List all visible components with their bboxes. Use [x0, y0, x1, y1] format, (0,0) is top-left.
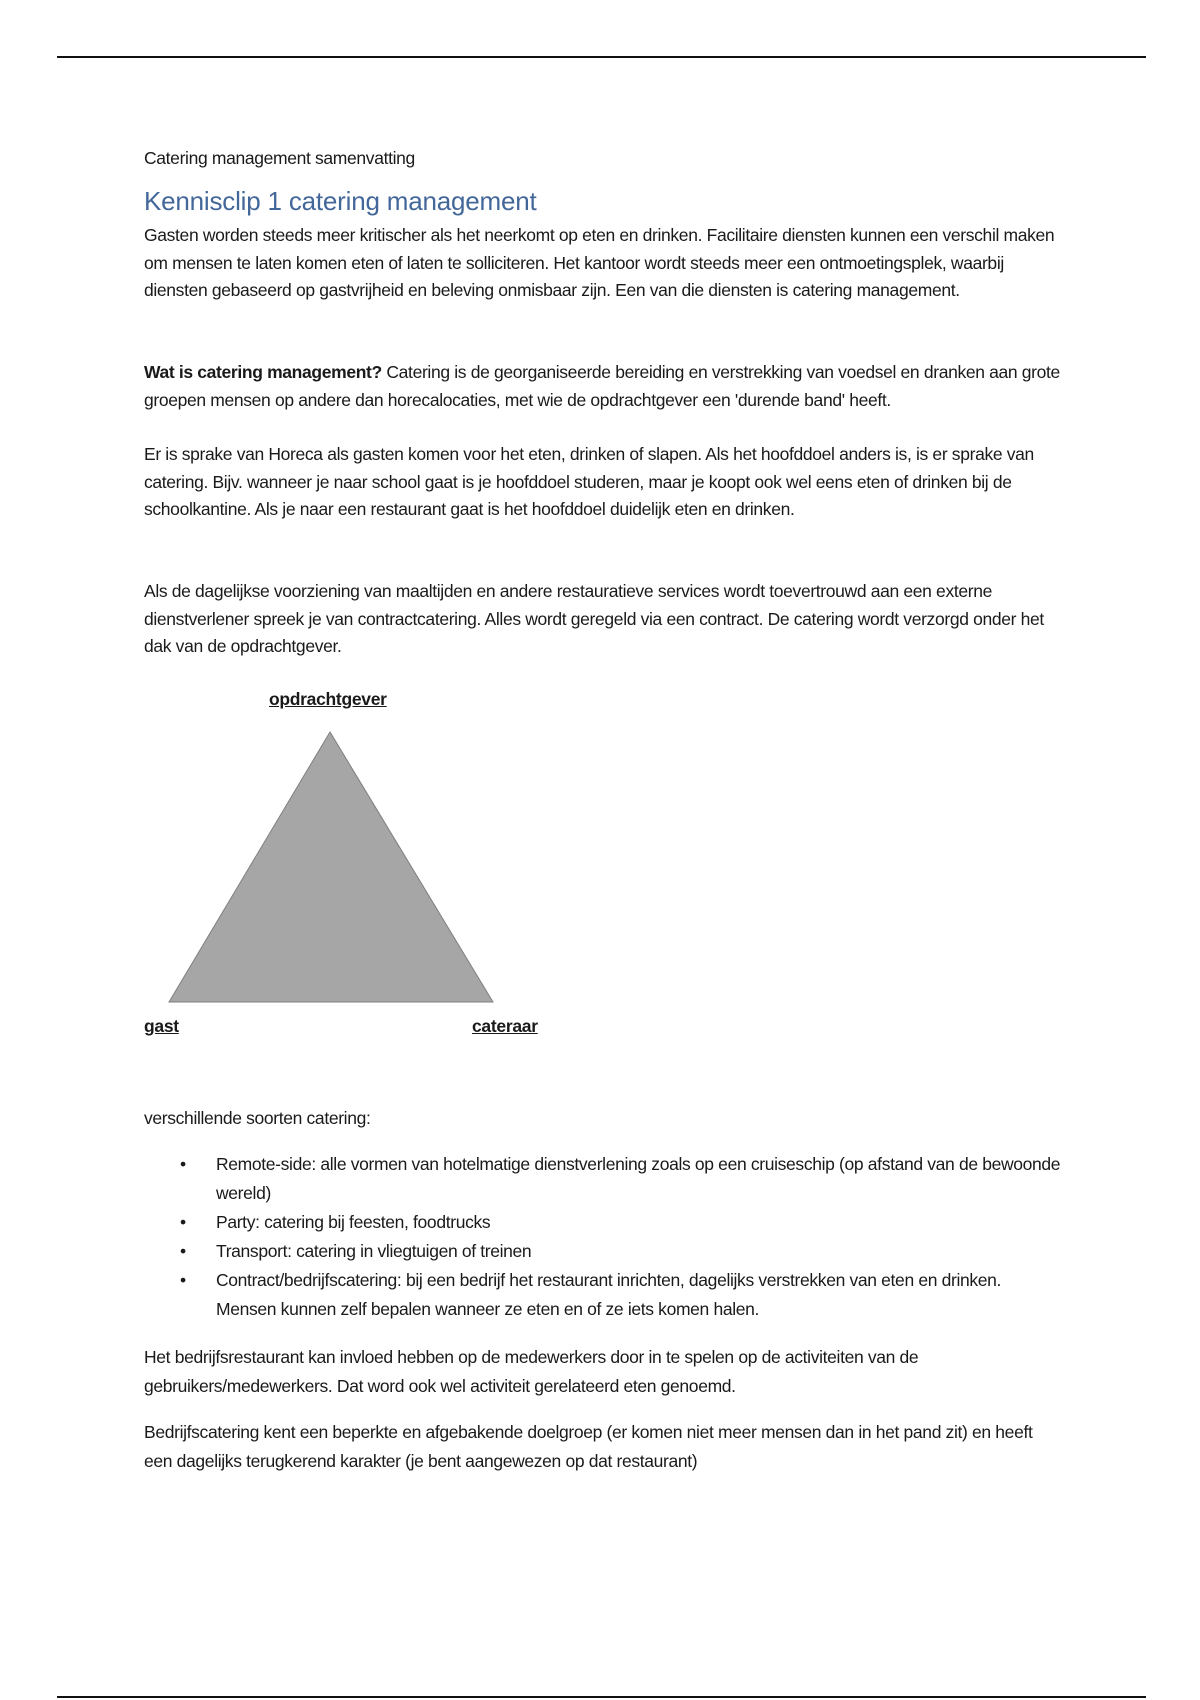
list-item: • Contract/bedrijfscatering: bij een bedrijf het restaurant inrichten, dagelijks verstrekken van eten en drinken. Mensen kunnen zelf bepalen wanneer ze eten en of ze iets komen halen. — [144, 1266, 1064, 1324]
list-item: • Party: catering bij feesten, foodtrucks — [144, 1208, 1064, 1237]
diagram-label-top: opdrachtgever — [269, 689, 387, 709]
paragraph-bedrijfsrestaurant: Het bedrijfsrestaurant kan invloed hebben op de medewerkers door in te spelen op de activiteiten van de gebruikers/medewerkers. Dat word ook wel activiteit gerelateerd eten genoemd. — [144, 1347, 919, 1396]
paragraph-contractcatering: Als de dagelijkse voorziening van maaltijden en andere restauratieve services wordt toevertrouwd aan een externe dienstverlener spreek je van contractcatering. Alles wordt geregeld via een contract. De catering wordt verzorgd onder het dak van de opdrachtgever. — [144, 581, 1044, 656]
section-heading: Kennisclip 1 catering management — [144, 186, 537, 216]
paragraph-intro: Gasten worden steeds meer kritischer als het neerkomt op eten en drinken. Facilitaire diensten kunnen een verschil maken om mensen te laten komen eten of laten te solliciteren. Het kantoor wordt steeds meer een ontmoetingsplek, waarbij diensten gebaseerd op gastvrijheid en beleving onmisbaar zijn. Een van die diensten is catering management. — [144, 225, 1055, 300]
document-title: Catering management samenvatting — [144, 148, 415, 168]
list-intro: verschillende soorten catering: — [144, 1108, 371, 1128]
list-item: • Remote-side: alle vormen van hotelmatige dienstverlening zoals op een cruiseschip (op afstand van de bewoonde wereld) — [144, 1150, 1064, 1208]
catering-types-list — [144, 1150, 1064, 1324]
triangle-shape — [169, 732, 493, 1002]
paragraph-horeca: Er is sprake van Horeca als gasten komen voor het eten, drinken of slapen. Als het hoofddoel anders is, is er sprake van catering. Bijv. wanneer je naar school gaat is je hoofddoel studeren, maar je koopt ook wel eens eten of drinken bij de schoolkantine. Als je naar een restaurant gaat is het hoofddoel duidelijk eten en drinken. — [144, 444, 1034, 519]
diagram-label-right: cateraar — [472, 1016, 538, 1036]
definition-term: Wat is catering management? — [144, 362, 382, 382]
footer-rule — [57, 1696, 1146, 1698]
paragraph-bedrijfscatering: Bedrijfscatering kent een beperkte en afgebakende doelgroep (er komen niet meer mensen dan in het pand zit) en heeft een dagelijks terugkerend karakter (je bent aangewezen op dat restaurant) — [144, 1422, 1033, 1471]
list-item: • Transport: catering in vliegtuigen of treinen — [144, 1237, 1064, 1266]
definition-text: Catering is de georganiseerde bereiding en verstrekking van voedsel en dranken aan grote groepen mensen op andere dan horecalocaties, met wie de opdrachtgever een 'durende band' heeft. — [144, 362, 1060, 410]
diagram-label-left: gast — [144, 1016, 179, 1036]
